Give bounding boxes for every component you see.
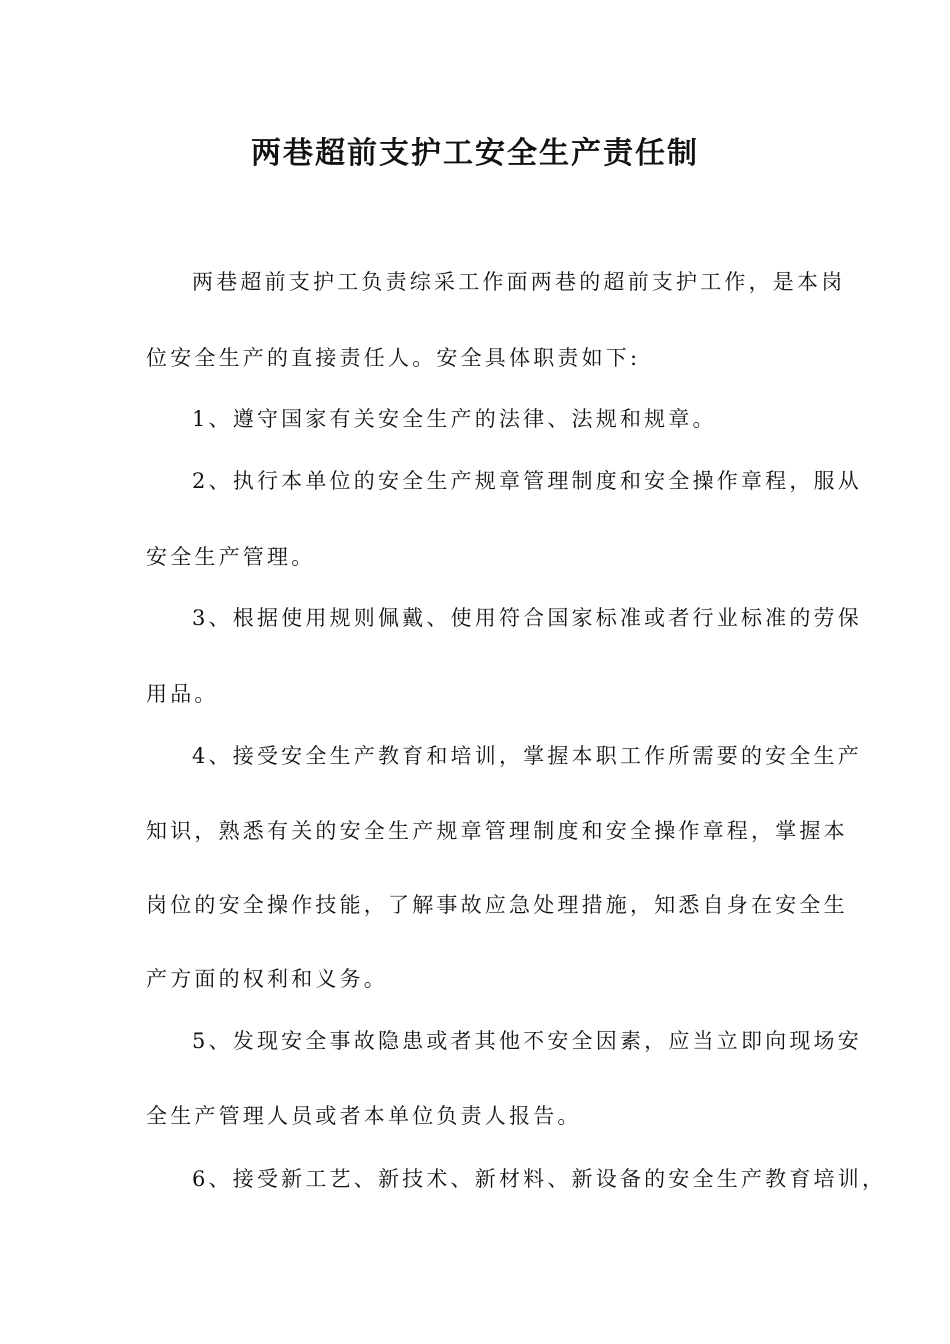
paragraph-line: 4、接受安全生产教育和培训，掌握本职工作所需要的安全生产 — [192, 744, 862, 768]
paragraph-line: 6、接受新工艺、新技术、新材料、新设备的安全生产教育培训， — [192, 1167, 887, 1191]
paragraph-line: 2、执行本单位的安全生产规章管理制度和安全操作章程，服从 — [192, 469, 862, 493]
paragraph-line: 两巷超前支护工负责综采工作面两巷的超前支护工作，是本岗 — [192, 270, 846, 294]
paragraph-line: 全生产管理人员或者本单位负责人报告。 — [146, 1104, 582, 1128]
paragraph-line: 安全生产管理。 — [146, 545, 316, 569]
paragraph-line: 5、发现安全事故隐患或者其他不安全因素，应当立即向现场安 — [192, 1029, 862, 1053]
paragraph-line: 岗位的安全操作技能，了解事故应急处理措施，知悉自身在安全生 — [146, 893, 848, 917]
paragraph-line: 位安全生产的直接责任人。安全具体职责如下: — [146, 346, 641, 370]
paragraph-line: 1、遵守国家有关安全生产的法律、法规和规章。 — [192, 407, 717, 431]
paragraph-line: 产方面的权利和义务。 — [146, 967, 388, 991]
document-title: 两巷超前支护工安全生产责任制 — [251, 136, 699, 171]
paragraph-line: 知识，熟悉有关的安全生产规章管理制度和安全操作章程，掌握本 — [146, 819, 848, 843]
paragraph-line: 3、根据使用规则佩戴、使用符合国家标准或者行业标准的劳保 — [192, 606, 862, 630]
paragraph-line: 用品。 — [146, 682, 219, 706]
